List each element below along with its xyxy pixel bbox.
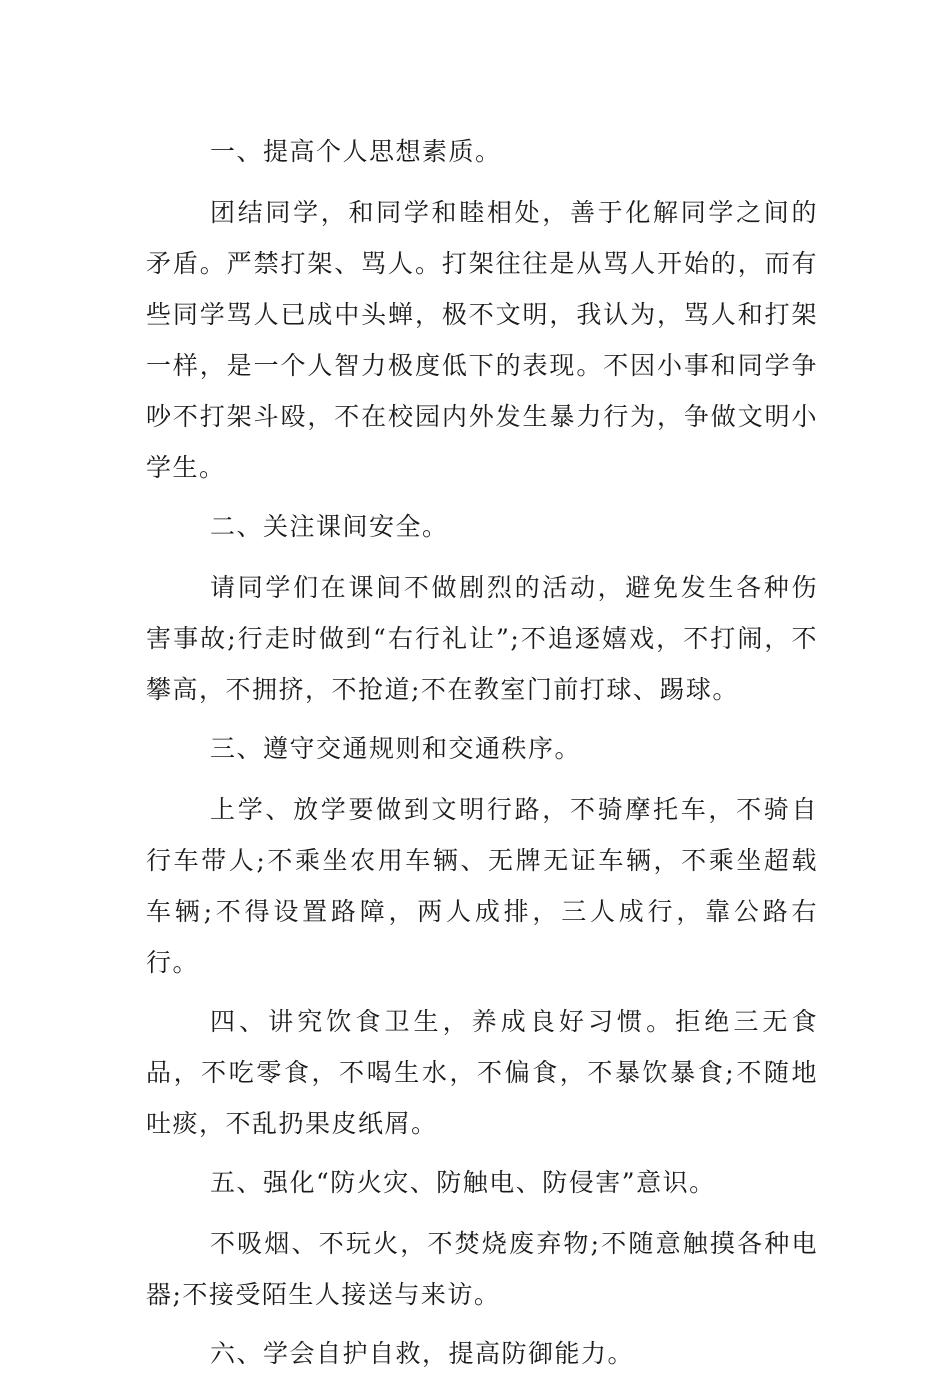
section-body-1: 团结同学，和同学和睦相处，善于化解同学之间的矛盾。严禁打架、骂人。打架往往是从骂人开始的，而有些同学骂人已成中头蝉，极不文明，我认为，骂人和打架一样，是一个人智力极度低下的表现。不因小事和同学争吵不打架斗殴，不在校园内外发生暴力行为，争做文明小学生。: [146, 198, 818, 482]
section-body-2: 请同学们在课间不做剧烈的活动，避免发生各种伤害事故;行走时做到“右行礼让”;不追逐嬉戏，不打闹，不攀高，不拥挤，不抢道;不在教室门前打球、踢球。: [146, 573, 818, 704]
section-heading-2: 二、关注课间安全。: [210, 512, 449, 541]
section-body-3: 上学、放学要做到文明行路，不骑摩托车，不骑自行车带人;不乘坐农用车辆、无牌无证车辆，不乘坐超载车辆;不得设置路障，两人成排，三人成行，靠公路右行。: [146, 795, 818, 977]
section-4-paragraph: 四、讲究饮食卫生，养成良好习惯。拒绝三无食品，不吃零食，不喝生水，不偏食，不暴饮暴食;不随地吐痰，不乱扔果皮纸屑。: [146, 1007, 818, 1138]
section-heading-1: 一、提高个人思想素质。: [210, 137, 502, 166]
section-heading-5: 五、强化“防火灾、防触电、防侵害”意识。: [210, 1168, 716, 1197]
section-heading-6: 六、学会自护自救，提高防御能力。: [210, 1339, 635, 1368]
section-body-5: 不吸烟、不玩火，不焚烧废弃物;不随意触摸各种电器;不接受陌生人接送与来访。: [146, 1229, 818, 1309]
section-heading-3: 三、遵守交通规则和交通秩序。: [210, 734, 582, 763]
document-body: [146, 126, 818, 1389]
